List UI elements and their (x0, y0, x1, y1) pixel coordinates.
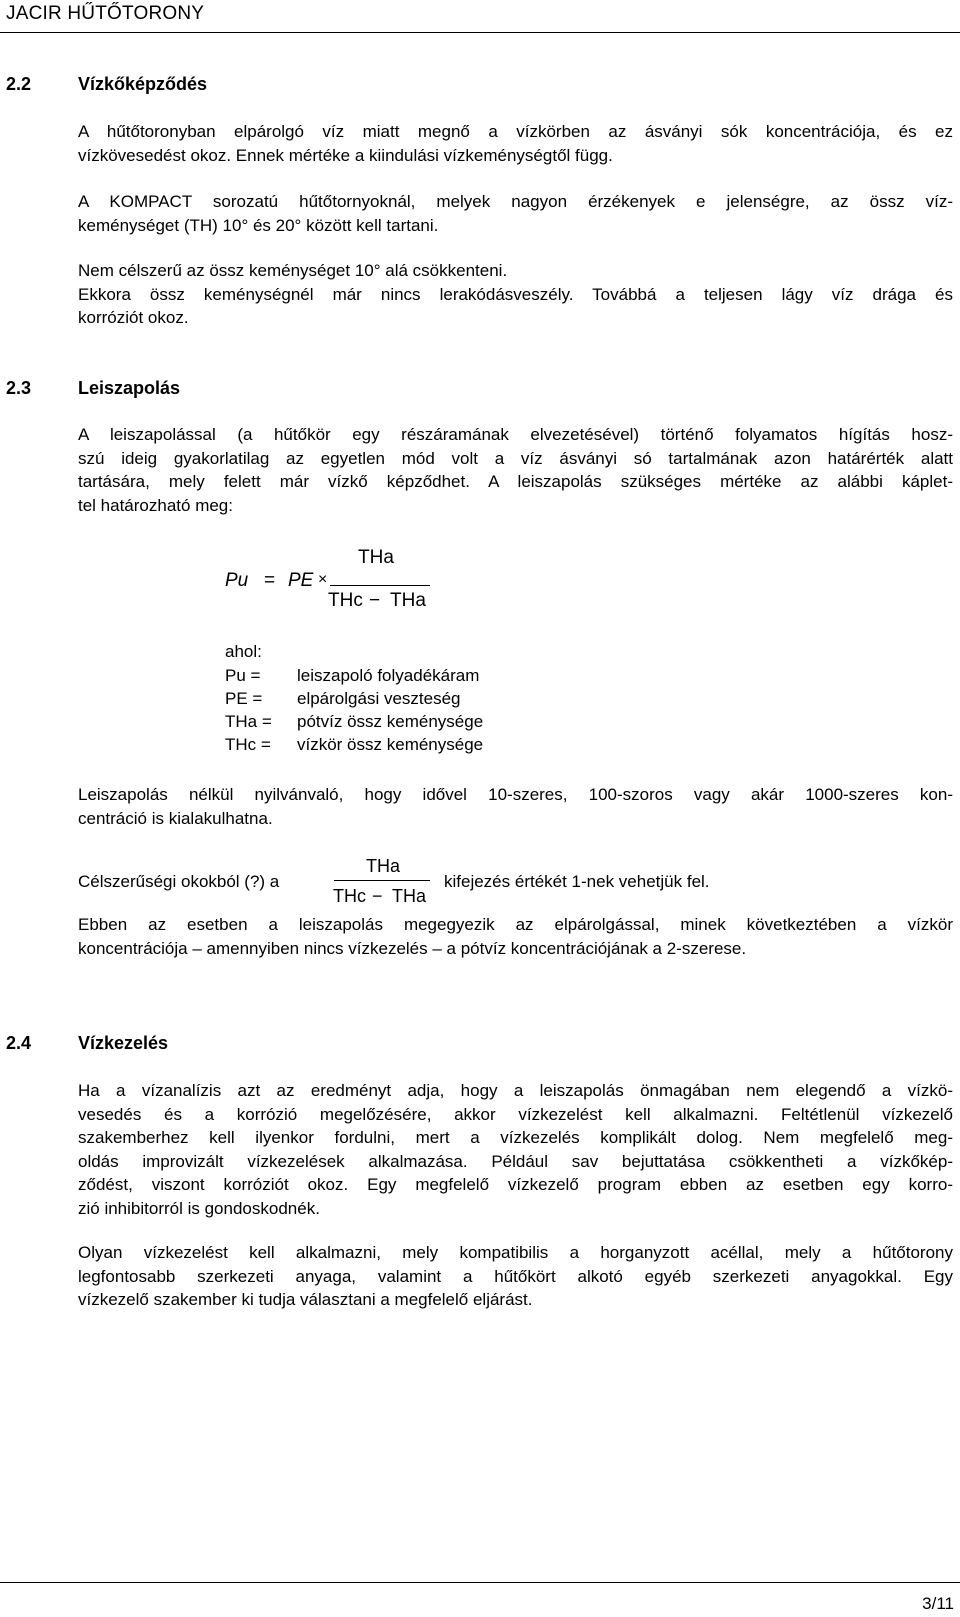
fraction-bar (330, 585, 430, 586)
legend-intro: ahol: (225, 642, 262, 661)
paragraph (78, 783, 953, 830)
legend-row (225, 735, 483, 755)
inline-numerator: THa (366, 856, 401, 876)
formula-lhs: Pu (225, 570, 249, 591)
text-line: Olyan vízkezelést kell alkalmazni, mely kompatibilis a horganyzott acéllal, mely a hűtőtorony (78, 1243, 953, 1262)
paragraph (78, 1241, 953, 1312)
footer-rule (0, 1582, 960, 1583)
section-heading-2-2 (6, 74, 207, 95)
text-line-pre: Célszerűségi okokból (?) a (78, 872, 280, 891)
legend-symbol: Pu = (225, 666, 261, 685)
text-line: szú ideig gyakorlatilag az egyetlen mód volt a víz ásványi só tartalmának azon határérték alatt (78, 448, 953, 468)
inline-fraction-bar (334, 880, 430, 881)
section-title: Vízkőképződés (78, 74, 208, 94)
text-line: vízkezelő szakember ki tudja választani a megfelelő eljárást. (78, 1290, 533, 1309)
text-line: zió inhibitorról is gondoskodnék. (78, 1198, 320, 1218)
legend-desc: elpárolgási veszteség (297, 689, 461, 708)
formula-numerator: THa (358, 547, 394, 568)
inline-denominator-b: THa (392, 886, 427, 906)
paragraph (78, 120, 953, 167)
text-line: Ekkora össz keménységnél már nincs lerakódásveszély. Továbbá a teljesen lágy víz drága és (78, 284, 953, 304)
text-line: tel határozható meg: (78, 495, 233, 515)
formula-denominator-a: THc (328, 590, 363, 611)
legend-row (225, 712, 483, 732)
section-number: 2.2 (6, 74, 32, 94)
text-line: Ha a vízanalízis azt az eredményt adja, hogy a leiszapolás önmagában nem elegendő a vízkö- (78, 1081, 953, 1100)
text-line: ződést, viszont korróziót okoz. Egy megfelelő vízkezelő program ebben az esetben egy korro- (78, 1175, 953, 1194)
legend-symbol: PE = (225, 689, 263, 708)
text-line: centráció is kialakulhatna. (78, 808, 273, 828)
section-heading-2-4 (6, 1033, 168, 1054)
legend-symbol: THc = (225, 735, 271, 754)
legend-desc: pótvíz össz keménysége (297, 712, 484, 731)
page-number: 3/11 (922, 1594, 954, 1613)
text-line: koncentrációja – amennyiben nincs vízkezelés – a pótvíz koncentrációjának a 2-szerese. (78, 938, 747, 958)
section-number: 2.3 (6, 378, 32, 398)
text-line-post: kifejezés értékét 1-nek vehetjük fel. (444, 872, 710, 891)
text-line: szakemberhez kell ilyenkor fordulni, mert a vízkezelés komplikált dolog. Nem megfelelő meg- (78, 1128, 953, 1147)
section-title: Vízkezelés (78, 1033, 169, 1053)
text-line: Nem célszerű az össz keménységet 10° alá csökkenteni. (78, 261, 508, 280)
legend-row (225, 666, 479, 686)
text-line: tartására, mely felett már vízkő képződhet. A leiszapolás szükséges mértéke az alábbi káplet- (78, 472, 953, 491)
section-heading-2-3 (6, 378, 180, 399)
text-line: A KOMPACT sorozatú hűtőtornyoknál, melyek nagyon érzékenyek e jelenségre, az össz víz- (78, 192, 953, 211)
formula-pe: PE (288, 570, 314, 591)
text-line: oldás improvizált vízkezelések alkalmazása. Például sav bejuttatása csökkentheti a vízkőkép- (78, 1151, 953, 1171)
legend-desc: leiszapoló folyadékáram (297, 666, 480, 685)
text-line: legfontosabb szerkezeti anyaga, valamint a hűtőkört alkotó egyéb szerkezeti anyagokkal. Egy (78, 1266, 953, 1286)
section-number: 2.4 (6, 1033, 32, 1053)
inline-denominator-a: THc (333, 886, 366, 906)
text-line: keménységet (TH) 10° és 20° között kell tartani. (78, 215, 439, 235)
page-header (0, 0, 960, 33)
formula-times: × (318, 571, 328, 588)
text-line: vízkövesedést okoz. Ennek mértéke a kiindulási vízkeménységtől függ. (78, 145, 613, 165)
paragraph (78, 190, 953, 237)
paragraph (78, 1079, 953, 1220)
text-line: Ebben az esetben a leiszapolás megegyezik az elpárolgással, minek következtében a vízkör (78, 915, 953, 934)
text-line: A hűtőtoronyban elpárolgó víz miatt megnő a vízkörben az ásványi sók koncentrációja, és ez (78, 122, 953, 141)
formula-denominator-b: THa (390, 590, 426, 611)
text-line: vesedés és a korrózió megelőzésére, akkor vízkezelést kell alkalmazni. Feltétlenül vízkezelő (78, 1104, 953, 1124)
legend-symbol: THa = (225, 712, 272, 731)
paragraph (78, 423, 953, 517)
paragraph (78, 913, 953, 960)
text-line: korróziót okoz. (78, 308, 189, 327)
document-title: JACIR HŰTŐTORONY (6, 3, 205, 24)
paragraph (78, 259, 953, 330)
text-line: Leiszapolás nélkül nyilvánvaló, hogy idővel 10-szeres, 100-szoros vagy akár 1000-szeres kon- (78, 785, 953, 804)
legend-desc: vízkör össz keménysége (297, 735, 484, 754)
formula-equals: = (264, 570, 276, 591)
legend-row (225, 689, 460, 709)
formula-minus: − (369, 590, 381, 611)
text-line: A leiszapolással (a hűtőkör egy részáramának elvezetésével) történő folyamatos hígítás hosz- (78, 425, 953, 444)
section-title: Leiszapolás (78, 378, 181, 398)
inline-minus: − (372, 886, 383, 906)
